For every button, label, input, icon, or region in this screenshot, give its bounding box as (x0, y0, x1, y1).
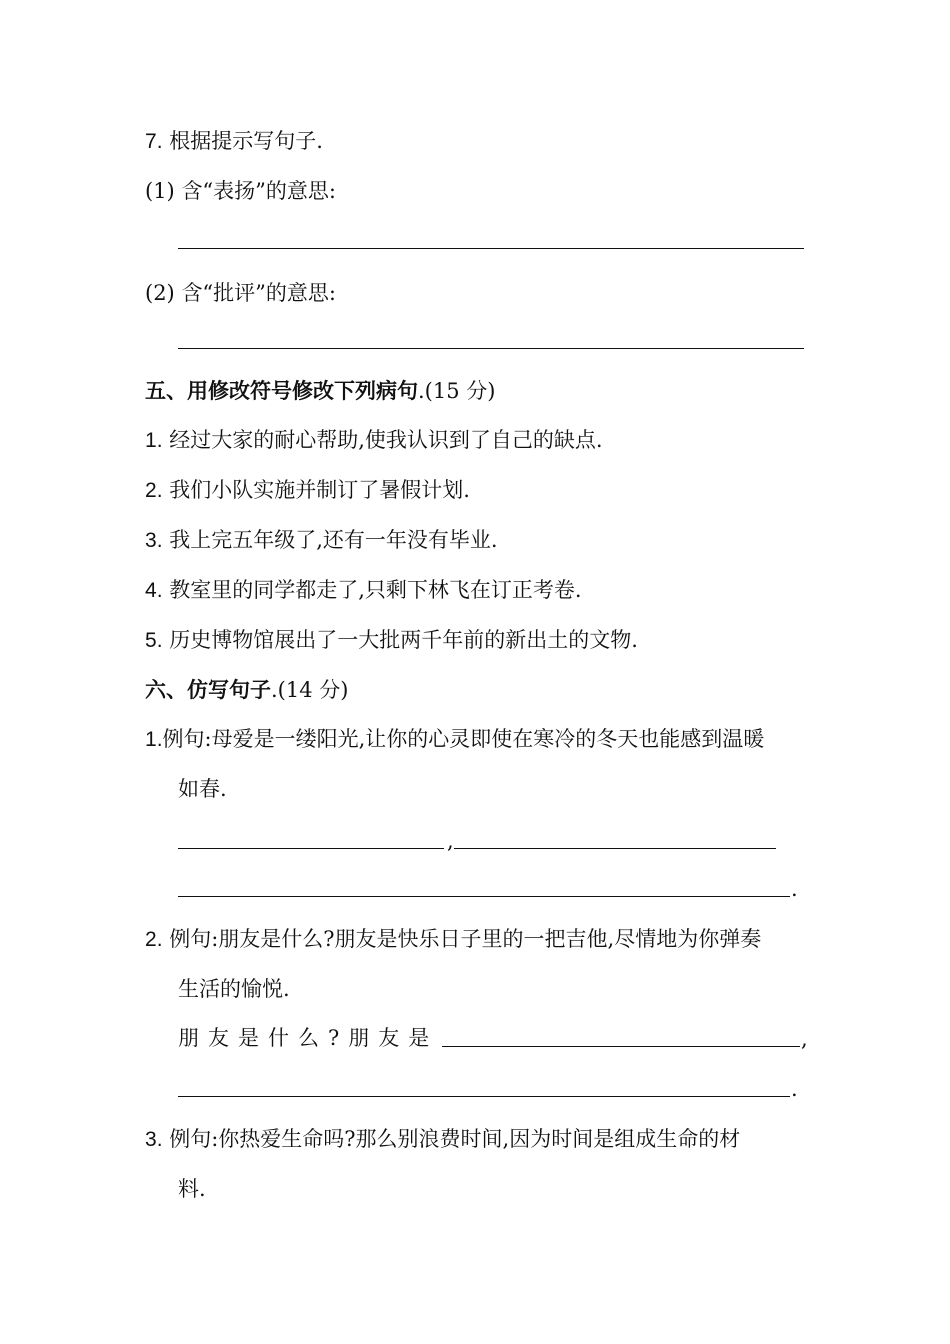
section6-item2-comma: , (801, 1027, 808, 1051)
section5-item: 2. 我们小队实施并制订了暑假计划. (145, 478, 470, 502)
q7-sub1-text: 含“表扬”的意思: (181, 179, 336, 203)
section6-item1-line1: 1.例句:母爱是一缕阳光,让你的心灵即使在寒冷的冬天也能感到温暖 (145, 727, 765, 751)
section6-item2-blank1[interactable] (442, 1046, 800, 1047)
section6-item1-blank1[interactable] (178, 848, 444, 849)
section6-item2-blank2[interactable] (178, 1096, 790, 1097)
q7-sub1 (145, 178, 336, 204)
section5-score: .(15 分) (418, 379, 496, 403)
section5-heading (145, 378, 495, 404)
q7-sub2 (145, 280, 336, 306)
section6-heading (145, 677, 348, 703)
section5-title: 五、用修改符号修改下列病句 (145, 379, 418, 403)
q7-sub2-text: 含“批评”的意思: (181, 281, 336, 305)
section6-item1-blank3[interactable] (178, 896, 790, 897)
q7-title: 根据提示写句子. (169, 129, 323, 153)
q7-number: 7 (145, 130, 157, 153)
q7-sub1-answer-line[interactable] (178, 248, 804, 249)
section5-item: 1. 经过大家的耐心帮助,使我认识到了自己的缺点. (145, 428, 603, 452)
q7-header: 7. 根据提示写句子. (145, 129, 323, 153)
section6-item3-line1: 3. 例句:你热爱生命吗?那么别浪费时间,因为时间是组成生命的材 (145, 1127, 741, 1151)
section6-item1-blank2[interactable] (454, 848, 776, 849)
section6-item2-line2: 生活的愉悦. (178, 977, 290, 1001)
section6-item2-period: . (791, 1077, 798, 1101)
section6-item2-line1: 2. 例句:朋友是什么?朋友是快乐日子里的一把吉他,尽情地为你弹奏 (145, 927, 762, 951)
section5-item: 4. 教室里的同学都走了,只剩下林飞在订正考卷. (145, 578, 582, 602)
q7-sub2-answer-line[interactable] (178, 348, 804, 349)
section6-score: .(14 分) (271, 678, 349, 702)
q7-sub1-number: (1) (145, 179, 175, 203)
section6-item3-line2: 料. (178, 1177, 206, 1201)
section5-item: 5. 历史博物馆展出了一大批两千年前的新出土的文物. (145, 628, 638, 652)
section6-item1-line2: 如春. (178, 777, 227, 801)
section6-item2-prompt: 朋友是什么?朋友是 (178, 1026, 439, 1050)
section6-item1-comma: , (447, 829, 454, 853)
section6-item1-period: . (791, 877, 798, 901)
section6-title: 六、仿写句子 (145, 678, 271, 702)
q7-sub2-number: (2) (145, 281, 175, 305)
section5-item: 3. 我上完五年级了,还有一年没有毕业. (145, 528, 498, 552)
